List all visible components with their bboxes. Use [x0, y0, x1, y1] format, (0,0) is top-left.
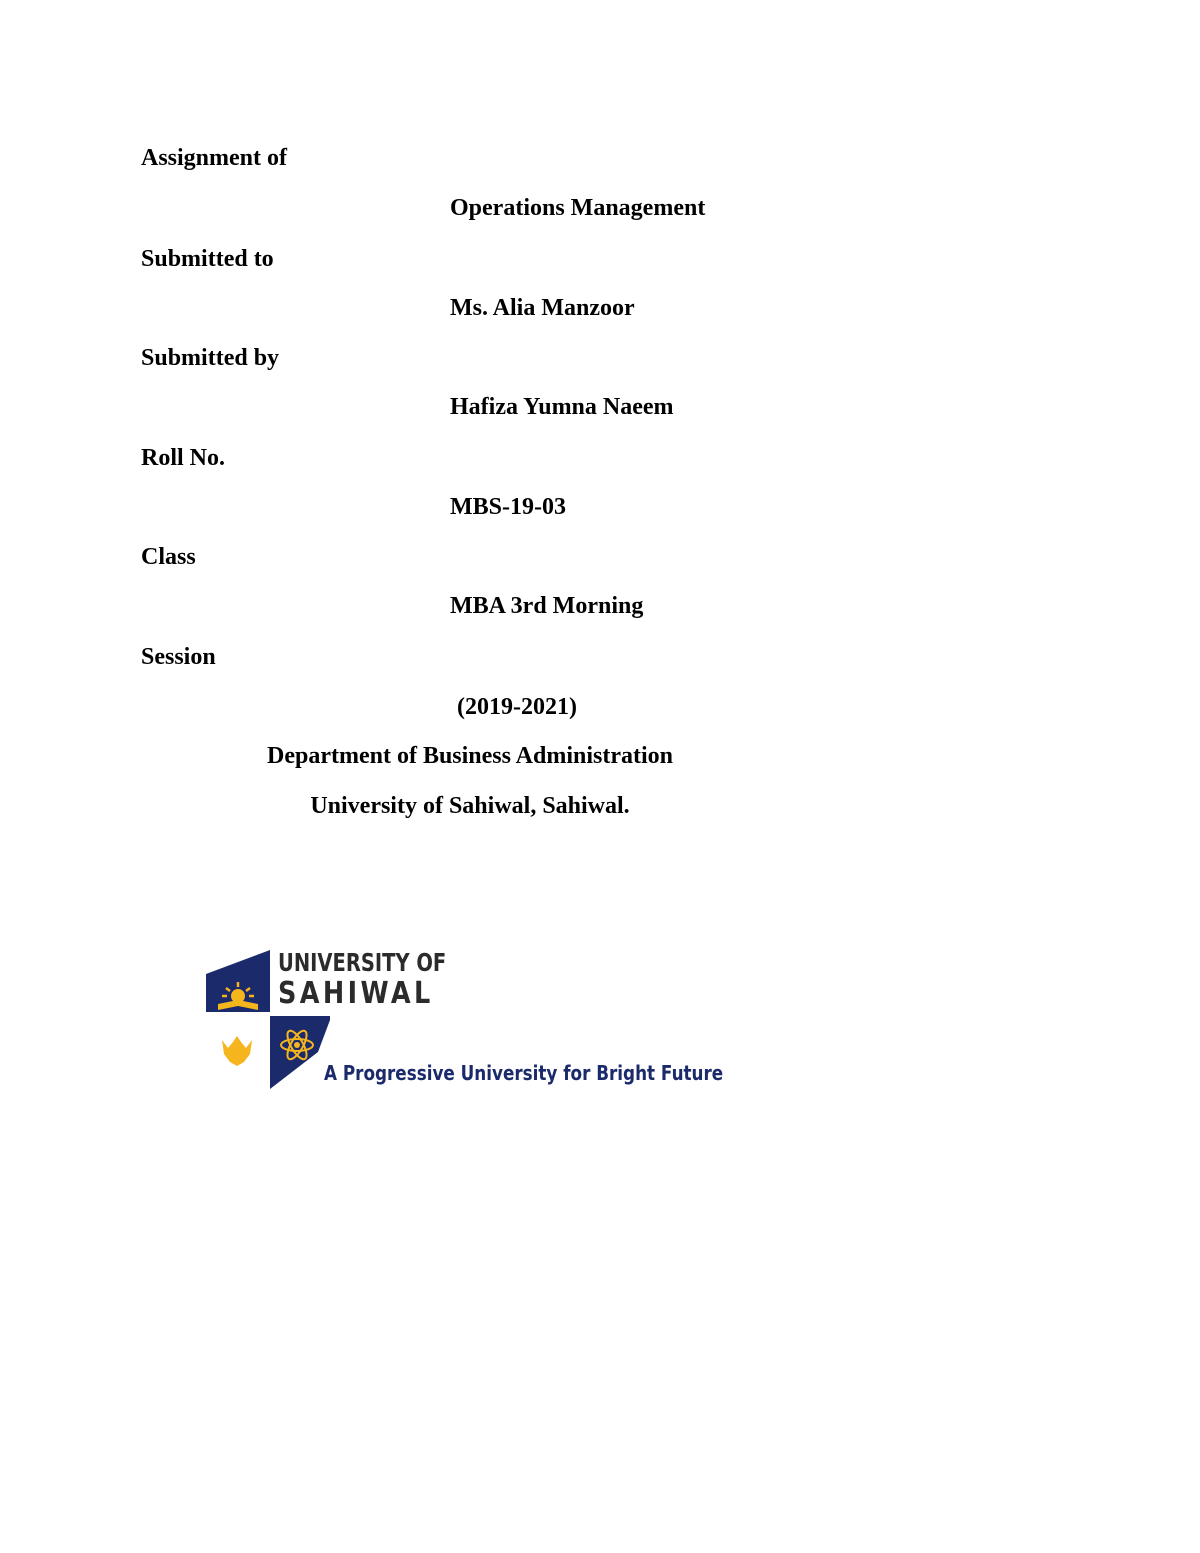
subject-value: Operations Management — [450, 195, 706, 221]
logo-tagline: A Progressive University for Bright Future — [324, 1061, 724, 1085]
submitted-by-value: Hafiza Yumna Naeem — [450, 394, 674, 420]
logo-line-1: UNIVERSITY OF — [278, 948, 447, 977]
submitted-to-value: Ms. Alia Manzoor — [450, 295, 635, 321]
roll-no-value: MBS-19-03 — [450, 494, 566, 520]
submitted-to-label: Submitted to — [141, 246, 274, 272]
university-logo — [200, 944, 724, 1094]
university-name: University of Sahiwal, Sahiwal. — [310, 793, 630, 819]
logo-line-2: SAHIWAL — [278, 976, 434, 1011]
department-name: Department of Business Administration — [266, 743, 674, 769]
assignment-label: Assignment of — [141, 145, 288, 171]
session-value: (2019-2021) — [457, 694, 577, 720]
class-value: MBA 3rd Morning — [450, 593, 644, 619]
class-label: Class — [141, 544, 196, 570]
session-label: Session — [141, 644, 216, 670]
submitted-by-label: Submitted by — [141, 345, 280, 371]
roll-no-label: Roll No. — [141, 445, 225, 471]
